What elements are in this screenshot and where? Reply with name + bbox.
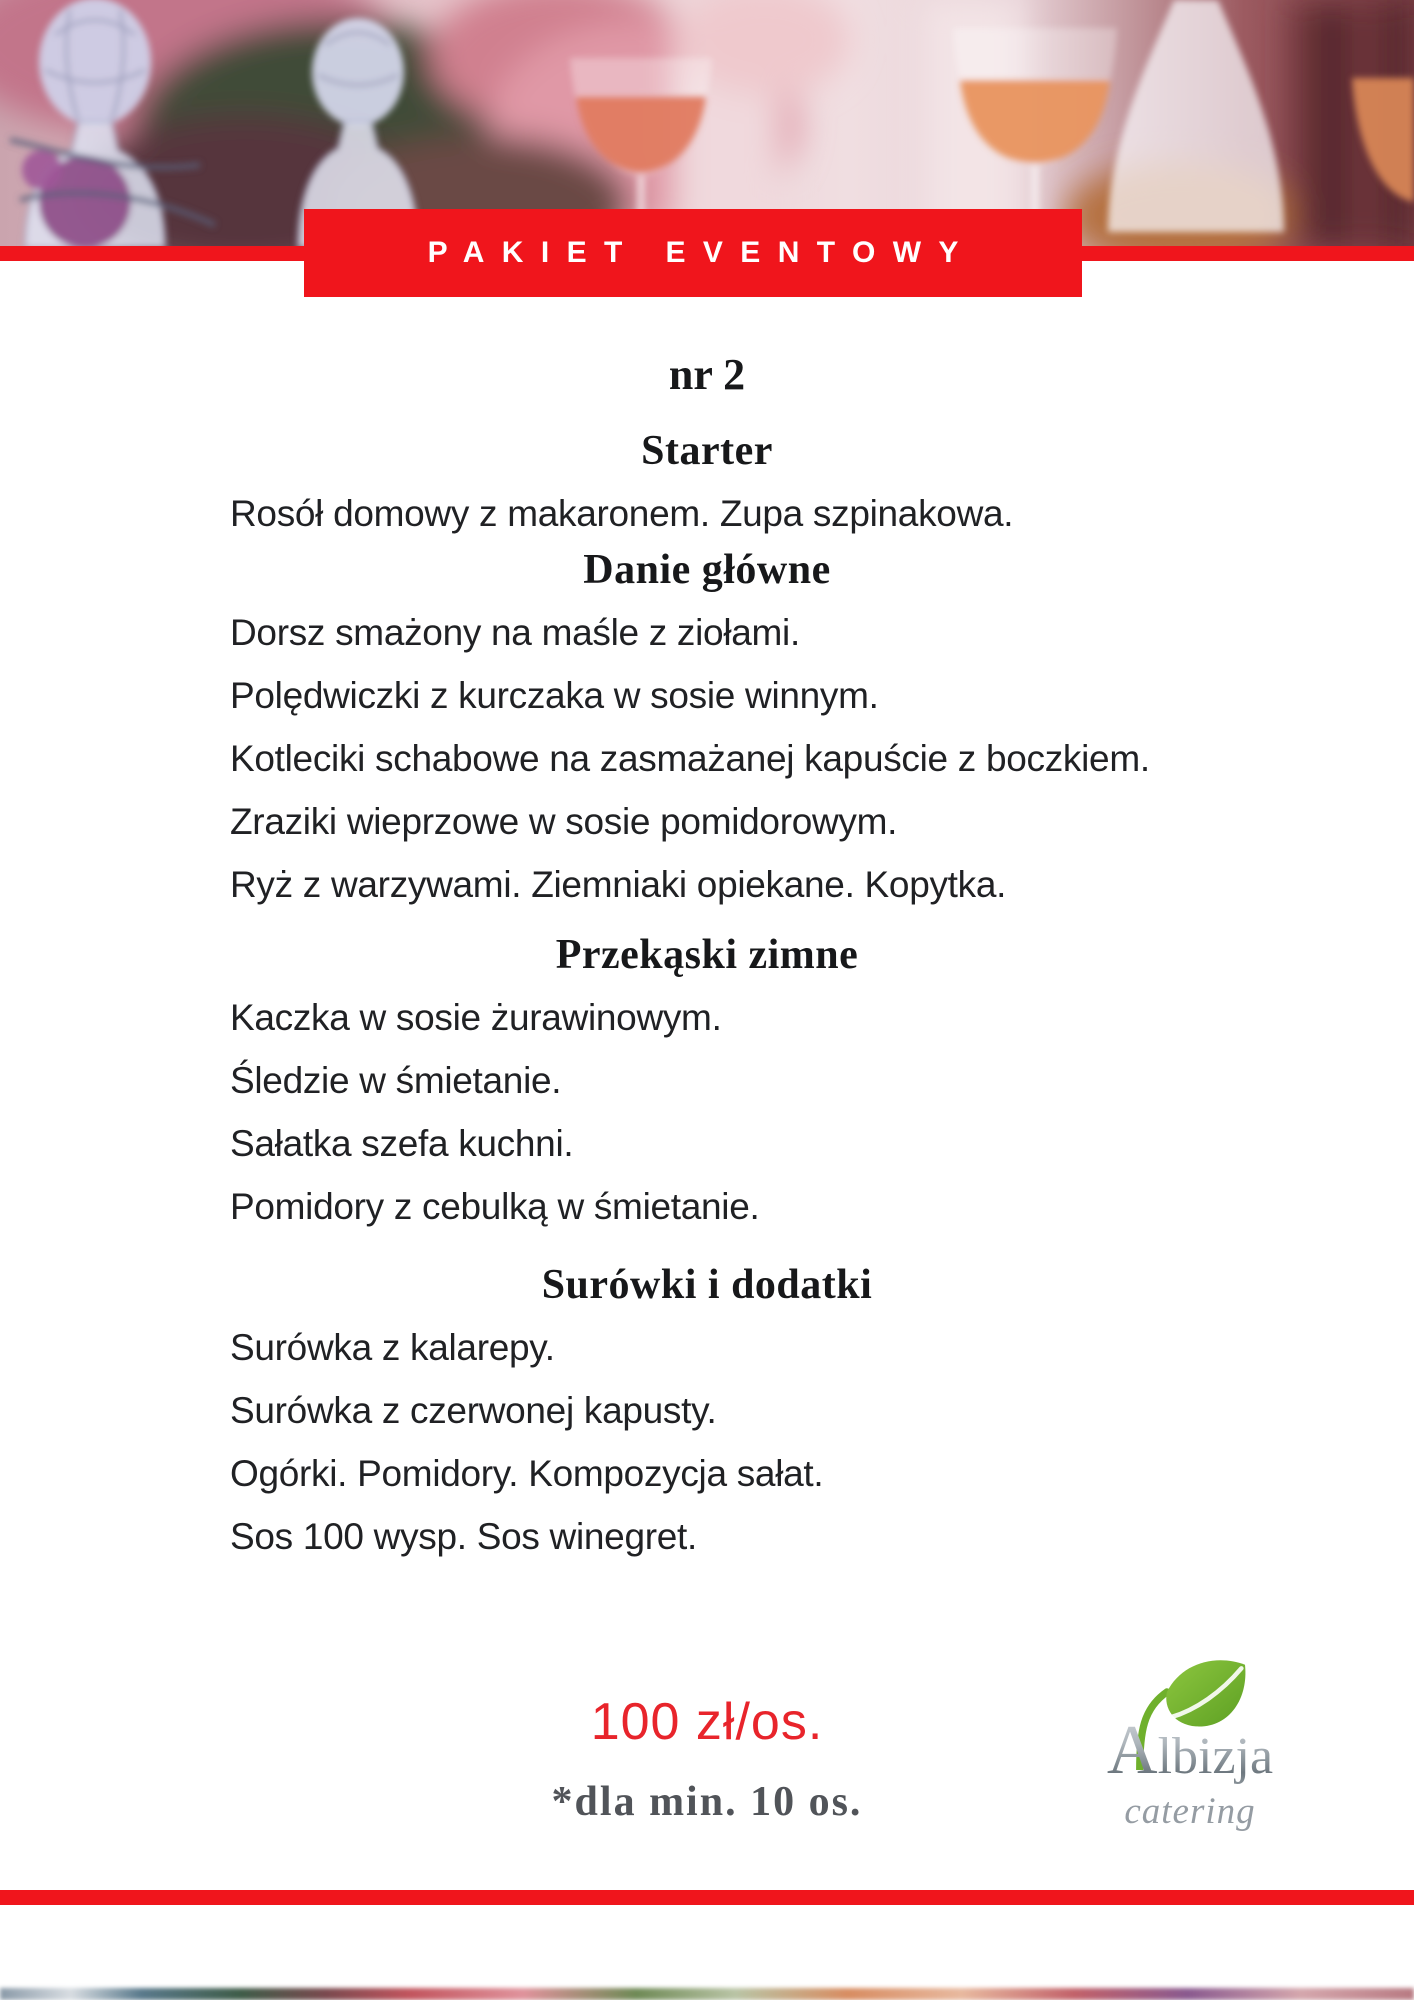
menu-item: Zraziki wieprzowe w sosie pomidorowym. (230, 801, 898, 842)
menu-item: Kaczka w sosie żurawinowym. (230, 997, 722, 1038)
min-persons-note: *dla min. 10 os. (551, 1779, 863, 1825)
menu-section (0, 1260, 1414, 1568)
menu-section (0, 426, 1414, 545)
section-items (0, 986, 1414, 1238)
section-items (0, 482, 1414, 545)
menu-item: Polędwiczki z kurczaka w sosie winnym. (230, 675, 879, 716)
section-items (0, 601, 1414, 916)
menu-item: Surówka z czerwonej kapusty. (230, 1390, 717, 1431)
menu-item: Ogórki. Pomidory. Kompozycja sałat. (230, 1453, 824, 1494)
menu-item: Śledzie w śmietanie. (230, 1060, 562, 1101)
package-banner-title: PAKIET EVENTOWY (427, 236, 976, 269)
menu-item: Ryż z warzywami. Ziemniaki opiekane. Kopytka. (230, 864, 1007, 905)
menu-item: Dorsz smażony na maśle z ziołami. (230, 612, 800, 653)
menu-section (0, 545, 1414, 916)
section-heading: Starter (641, 428, 773, 474)
bottom-red-stripe (0, 1890, 1414, 1905)
logo-name-rest: lbizja (1157, 1728, 1274, 1785)
menu-section (0, 930, 1414, 1238)
section-heading: Surówki i dodatki (541, 1262, 873, 1308)
menu-sections (0, 426, 1414, 1568)
albizja-logo (1085, 1652, 1295, 1847)
logo-subtitle: catering (1124, 1791, 1256, 1832)
menu-item: Kotleciki schabowe na zasmażanej kapuście z boczkiem. (230, 738, 1150, 779)
footer-photo (0, 1988, 1414, 2000)
menu-item: Sos 100 wysp. Sos winegret. (230, 1516, 697, 1557)
section-heading: Przekąski zimne (555, 932, 859, 978)
price-text: 100 zł/os. (590, 1693, 824, 1751)
menu-content (0, 348, 1414, 1828)
menu-item: Pomidory z cebulką w śmietanie. (230, 1186, 760, 1227)
logo-name-initial: A (1106, 1711, 1158, 1789)
menu-item: Rosół domowy z makaronem. Zupa szpinakowa. (230, 493, 1014, 534)
logo-name (1085, 1710, 1295, 1797)
section-items (0, 1316, 1414, 1568)
package-banner (304, 209, 1082, 297)
menu-item: Sałatka szefa kuchni. (230, 1123, 574, 1164)
menu-item: Surówka z kalarepy. (230, 1327, 555, 1368)
section-heading: Danie główne (583, 547, 831, 593)
menu-number: nr 2 (668, 350, 746, 399)
